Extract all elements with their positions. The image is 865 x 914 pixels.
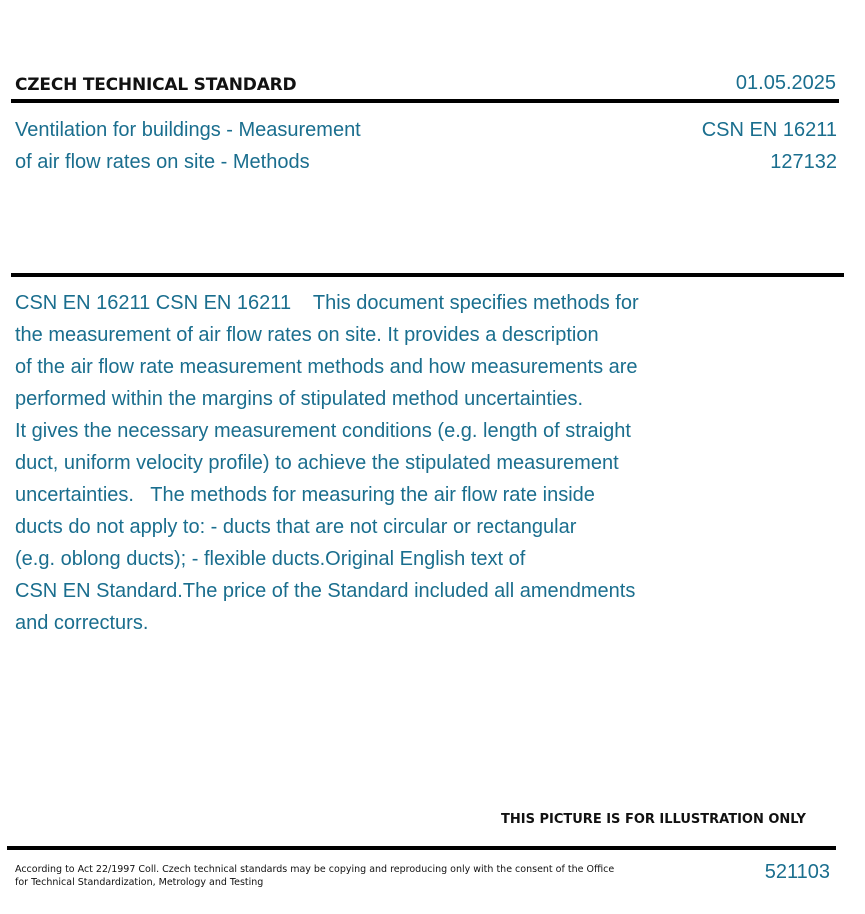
document-title bbox=[15, 114, 435, 178]
footer-code: 521103 bbox=[764, 861, 830, 883]
abstract-text bbox=[15, 287, 705, 639]
footer-divider bbox=[7, 846, 836, 850]
abstract-line: ducts do not apply to: - ducts that are not circular or rectangular bbox=[15, 516, 577, 538]
abstract-line: uncertainties. The methods for measuring the air flow rate inside bbox=[15, 484, 595, 506]
publication-date: 01.05.2025 bbox=[735, 72, 836, 94]
abstract-line: CSN EN Standard.The price of the Standard included all amendments bbox=[15, 580, 636, 602]
standard-number: CSN EN 16211 bbox=[701, 119, 837, 141]
abstract-line: CSN EN 16211 CSN EN 16211 This document specifies methods for bbox=[15, 292, 639, 314]
standard-type-heading: CZECH TECHNICAL STANDARD bbox=[15, 75, 297, 95]
illustration-disclaimer: THIS PICTURE IS FOR ILLUSTRATION ONLY bbox=[501, 812, 806, 827]
legal-notice bbox=[15, 863, 614, 889]
document-identifiers bbox=[702, 114, 837, 178]
section-divider bbox=[11, 273, 844, 277]
legal-notice-line: for Technical Standardization, Metrology and Testing bbox=[15, 877, 264, 888]
legal-notice-line: According to Act 22/1997 Coll. Czech technical standards may be copying and reproducing only with the consent of the Office bbox=[15, 864, 615, 875]
abstract-line: performed within the margins of stipulated method uncertainties. bbox=[15, 388, 584, 410]
header-divider bbox=[11, 99, 839, 103]
document-title-line: of air flow rates on site - Methods bbox=[15, 151, 310, 173]
abstract-line: the measurement of air flow rates on site. It provides a description bbox=[15, 324, 599, 346]
abstract-line: (e.g. oblong ducts); - flexible ducts.Original English text of bbox=[15, 548, 526, 570]
abstract-line: of the air flow rate measurement methods and how measurements are bbox=[15, 356, 638, 378]
abstract-line: and correcturs. bbox=[15, 612, 149, 634]
catalog-number: 127132 bbox=[770, 151, 837, 173]
abstract-line: duct, uniform velocity profile) to achieve the stipulated measurement bbox=[15, 452, 619, 474]
document-title-line: Ventilation for buildings - Measurement bbox=[15, 119, 361, 141]
abstract-line: It gives the necessary measurement conditions (e.g. length of straight bbox=[15, 420, 631, 442]
